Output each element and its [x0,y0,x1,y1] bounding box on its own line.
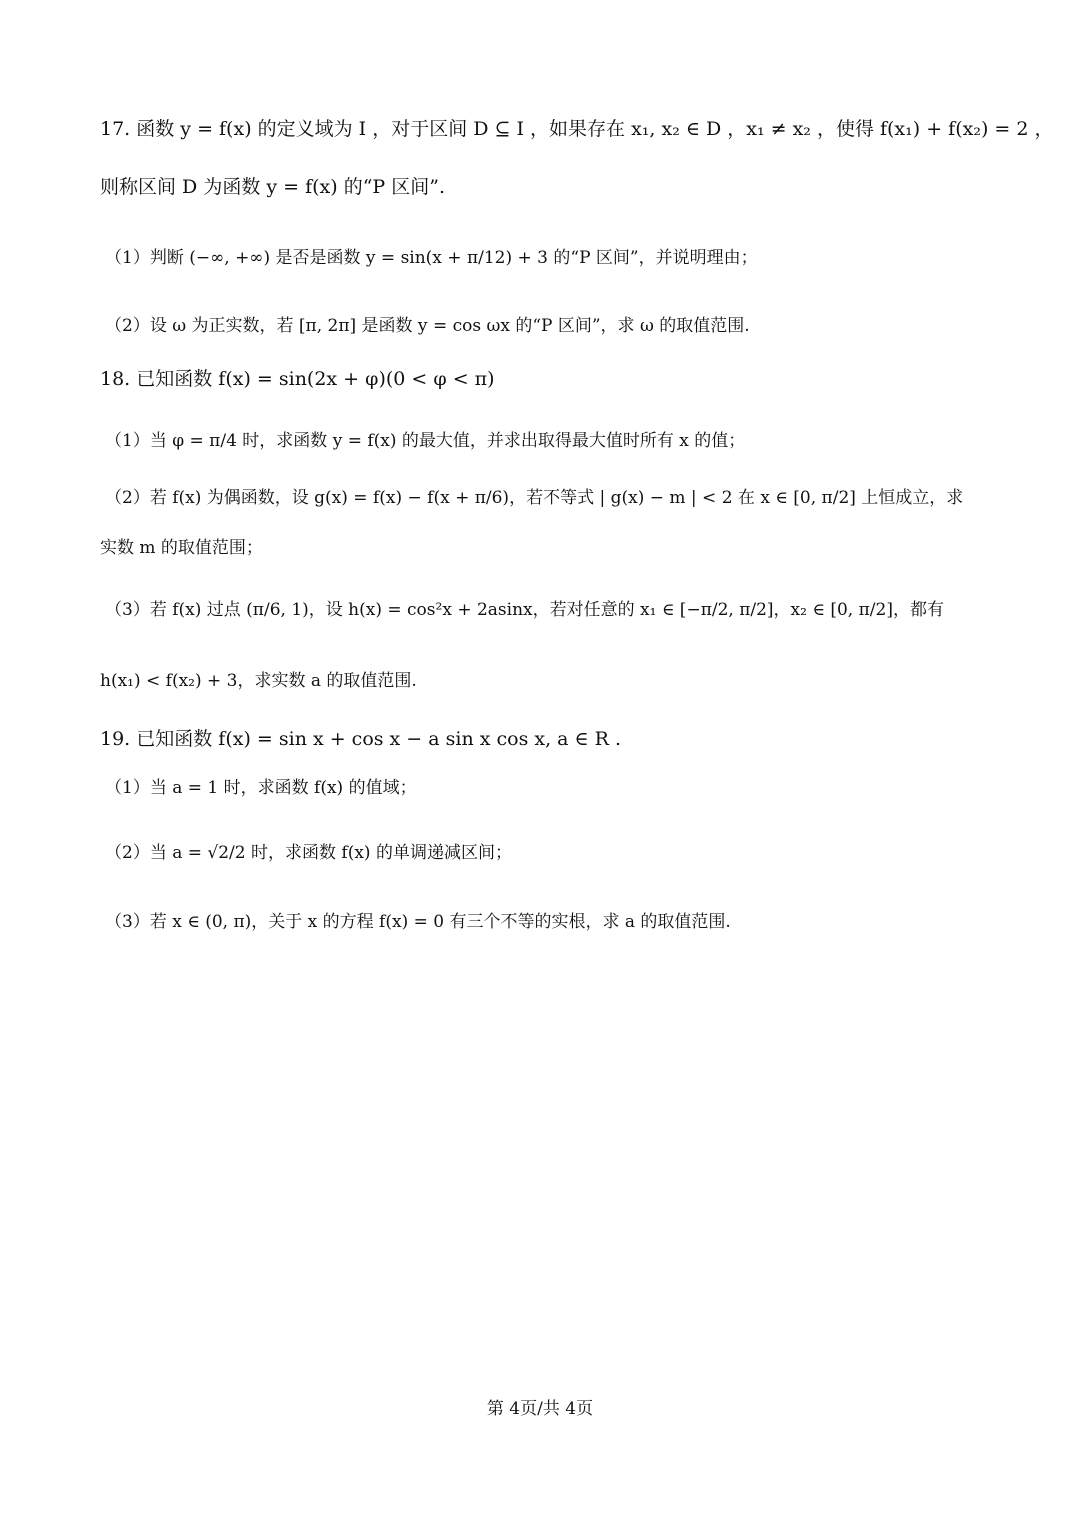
q18-stem: 18. 已知函数 f(x) = sin(2x + φ)(0 < φ < π) [100,368,495,390]
q17-part1: （1）判断 (−∞, +∞) 是否是函数 y = sin(x + π/12) + 3 的“P 区间”，并说明理由； [105,248,758,268]
q18-part3-line1: （3）若 f(x) 过点 (π/6, 1)，设 h(x) = cos²x + 2asinx，若对任意的 x₁ ∈ [−π/2, π/2]，x₂ ∈ [0, π/2]，都有 [105,600,944,620]
q18-part3-line2: h(x₁) < f(x₂) + 3，求实数 a 的取值范围. [100,671,417,691]
q19-part1: （1）当 a = 1 时，求函数 f(x) 的值域； [105,778,417,798]
q19-part3: （3）若 x ∈ (0, π)，关于 x 的方程 f(x) = 0 有三个不等的实根，求 a 的取值范围. [105,912,731,932]
q18-part1: （1）当 φ = π/4 时，求函数 y = f(x) 的最大值，并求出取得最大值时所有 x 的值； [105,431,746,451]
q17-stem-line2: 则称区间 D 为函数 y = f(x) 的“P 区间”. [100,176,445,198]
q19-stem: 19. 已知函数 f(x) = sin x + cos x − a sin x cos x, a ∈ R . [100,728,622,750]
q17-stem-line1: 17. 函数 y = f(x) 的定义域为 I ，对于区间 D ⊆ I ，如果存在 x₁, x₂ ∈ D ，x₁ ≠ x₂ ，使得 f(x₁) + f(x₂) = 2 ， [100,118,1054,140]
q18-part2-line1: （2）若 f(x) 为偶函数，设 g(x) = f(x) − f(x + π/6)，若不等式 | g(x) − m | < 2 在 x ∈ [0, π/2] 上恒成立，求 [105,488,964,508]
q17-part2: （2）设 ω 为正实数，若 [π, 2π] 是函数 y = cos ωx 的“P 区间”，求 ω 的取值范围. [105,316,750,336]
page-footer: 第 4页/共 4页 [486,1399,594,1419]
q18-part2-line2: 实数 m 的取值范围； [100,538,263,558]
q19-part2: （2）当 a = √2/2 时，求函数 f(x) 的单调递减区间； [105,843,512,863]
